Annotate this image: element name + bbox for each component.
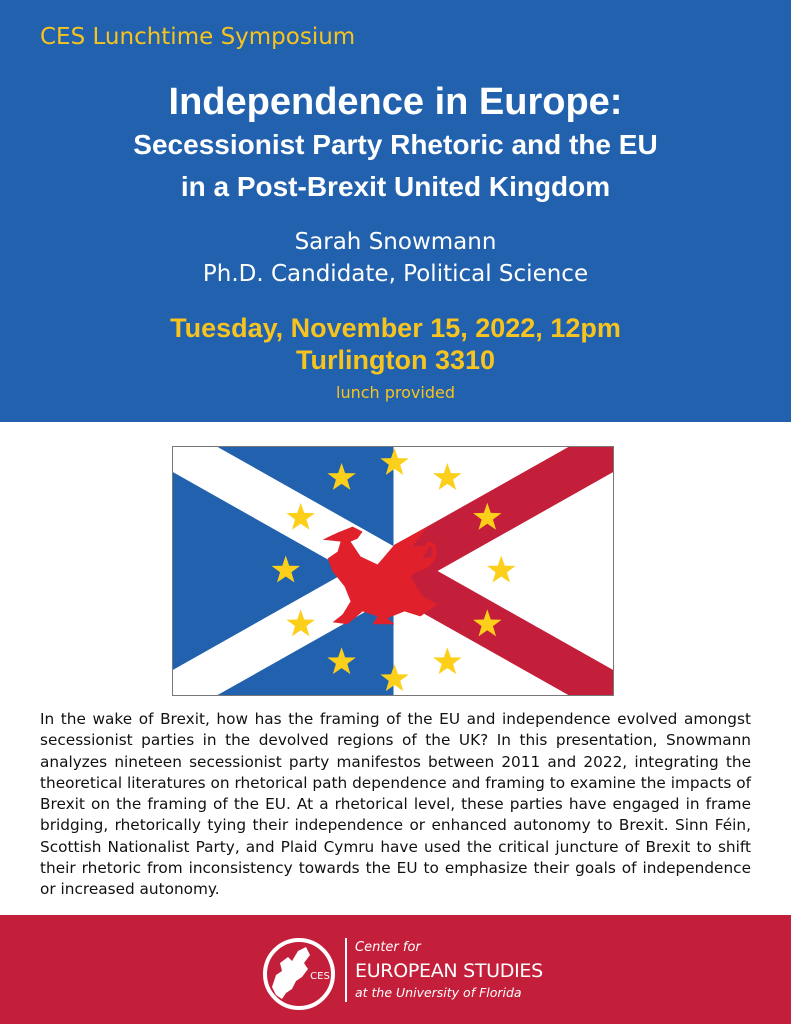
header-banner <box>0 0 791 422</box>
event-date-time: Tuesday, November 15, 2022, 12pm <box>170 313 621 343</box>
title-line-2: Secessionist Party Rhetoric and the EU <box>133 129 658 160</box>
lunch-note: lunch provided <box>336 383 455 402</box>
title-line-1: Independence in Europe: <box>168 81 623 123</box>
logo-text: CES <box>310 971 330 982</box>
speaker-role: Ph.D. Candidate, Political Science <box>202 261 589 287</box>
ces-globe-logo <box>262 937 336 1011</box>
event-location: Turlington 3310 <box>295 345 496 375</box>
combined-flag-image <box>172 446 614 696</box>
speaker <box>0 226 791 290</box>
org-affiliation: at the University of Florida <box>355 985 522 1000</box>
org-line-1: Center for <box>355 940 421 955</box>
speaker-name: Sarah Snowmann <box>294 229 497 255</box>
logo-divider <box>345 938 347 1002</box>
abstract-text: In the wake of Brexit, how has the framing of the EU and independence evolved amongst secessionist parties in the devolved regions of the UK? In this presentation, Snowmann analyzes nineteen secessionist party manifestos between 2011 and 2022, integrating the theoretical literatures on rhetorical path dependence and framing to examine the impacts of Brexit on the framing of the EU. At a rhetorical level, these parties have engaged in frame bridging, rhetorically tying their independence or enhanced autonomy to Brexit. Sinn Féin, Scottish Nationalist Party, and Plaid Cymru have used the critical juncture of Brexit to shift their rhetoric from inconsistency towards the EU to emphasize their goals of independence or increased autonomy. <box>40 710 751 899</box>
event-details <box>0 312 791 376</box>
event-title <box>0 80 791 208</box>
title-line-3: in a Post-Brexit United Kingdom <box>180 171 611 202</box>
org-name: EUROPEAN STUDIES <box>355 960 543 982</box>
series-label: CES Lunchtime Symposium <box>40 24 356 50</box>
